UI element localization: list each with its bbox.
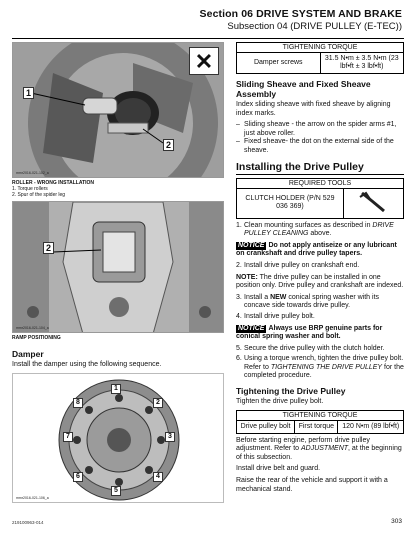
torque-step: First torque bbox=[295, 420, 338, 433]
torque-value: 120 N•m (89 lbf•ft) bbox=[338, 420, 404, 433]
page-number: 303 bbox=[391, 518, 402, 525]
torque-label: Damper screws bbox=[237, 53, 321, 74]
damper-callout-1: 1 bbox=[111, 384, 121, 394]
install-steps bbox=[236, 222, 404, 239]
wrong-install-x-icon: ✕ bbox=[189, 47, 219, 75]
step-text: for the completed procedure. bbox=[244, 363, 404, 380]
damper-callout-2: 2 bbox=[153, 398, 163, 408]
sliding-sheave-heading: Sliding Sheave and Fixed Sheave Assembly bbox=[236, 79, 371, 99]
pulley-torque-table bbox=[236, 410, 404, 434]
step-text: Using a torque wrench, tighten the drive pulley bolt. Refer to bbox=[244, 355, 404, 371]
list-item bbox=[236, 355, 404, 381]
clutch-holder-icon bbox=[358, 191, 388, 213]
step-number: 2. bbox=[236, 261, 242, 269]
sliding-intro: Index sliding sheave with fixed sheave by aligning index marks. bbox=[236, 101, 391, 117]
damper-photo bbox=[12, 373, 224, 503]
roller-figure-id: mmr2016-021-102_a bbox=[16, 171, 49, 175]
install-steps-4 bbox=[236, 345, 404, 381]
list-item bbox=[236, 222, 404, 239]
tool-image bbox=[343, 188, 403, 218]
damper-text: Install the damper using the following sequence. bbox=[12, 361, 162, 368]
section-title: Section 06 DRIVE SYSTEM AND BRAKE bbox=[199, 8, 402, 20]
damper-heading: Damper bbox=[12, 349, 44, 359]
closing-text: Before starting engine, perform drive pulley adjustment. Refer to bbox=[236, 436, 370, 453]
tightening-intro: Tighten the drive pulley bolt. bbox=[236, 398, 324, 406]
list-item bbox=[236, 262, 404, 271]
list-item bbox=[236, 345, 404, 354]
step-text: above. bbox=[308, 230, 332, 238]
closing-paragraph bbox=[236, 437, 404, 463]
closing-text: , at the beginning of this subsection. bbox=[236, 445, 402, 461]
install-steps-2 bbox=[236, 262, 404, 271]
step-reference: DRIVE PULLEY CLEANING bbox=[244, 221, 394, 238]
damper-torque-table bbox=[236, 42, 404, 74]
note-label: NOTE: bbox=[236, 273, 258, 281]
sliding-list bbox=[236, 121, 404, 155]
damper-callout-7: 7 bbox=[63, 432, 73, 442]
step-text: Install drive pulley on crankshaft end. bbox=[244, 261, 360, 269]
notice-text: Do not apply antiseize or any lubricant on crankshaft and drive pulley tapers. bbox=[236, 241, 397, 258]
install-note bbox=[236, 274, 404, 291]
ramp-illustration bbox=[13, 202, 224, 333]
required-tools-table bbox=[236, 178, 404, 219]
new-emphasis: NEW bbox=[270, 293, 287, 301]
damper-callout-4: 4 bbox=[153, 472, 163, 482]
step-number: 3. bbox=[236, 293, 242, 301]
step-number: 1. bbox=[236, 221, 242, 229]
installing-heading: Installing the Drive Pulley bbox=[236, 161, 404, 175]
list-item: – Fixed sheave- the dot on the external side of the sheave. bbox=[244, 138, 404, 155]
left-column bbox=[12, 42, 224, 503]
ramp-callout-2: 2 bbox=[43, 242, 54, 254]
torque-value: 31.5 N•m ± 3.5 N•m (23 lbf•ft ± 3 lbf•ft) bbox=[320, 53, 404, 74]
step-number: 6. bbox=[236, 355, 242, 363]
tool-name: CLUTCH HOLDER (P/N 529 036 369) bbox=[237, 188, 344, 218]
ramp-photo bbox=[12, 201, 224, 333]
roller-photo bbox=[12, 42, 224, 178]
closing-belt: Install drive belt and guard. bbox=[236, 465, 321, 473]
step-text: Secure the drive pulley with the clutch holder. bbox=[244, 344, 385, 352]
step-text: Clean mounting surfaces as described in bbox=[244, 221, 373, 229]
tools-header: REQUIRED TOOLS bbox=[237, 178, 404, 188]
step-text: Install drive pulley bolt. bbox=[244, 312, 315, 320]
torque-label: Drive pulley bolt bbox=[237, 420, 295, 433]
roller-callout-1: 1 bbox=[23, 87, 34, 99]
subsection-title: Subsection 04 (DRIVE PULLEY (E-TEC)) bbox=[227, 21, 402, 32]
tightening-heading: Tightening the Drive Pulley bbox=[236, 386, 346, 397]
page-header bbox=[200, 8, 402, 32]
list-item: – Sliding sheave - the arrow on the spider arms #1, just above roller. bbox=[244, 121, 404, 138]
notice-label: NOTICE bbox=[238, 324, 265, 332]
step-number: 4. bbox=[236, 312, 242, 320]
ramp-figure-id: mmr2016-021-104_a bbox=[16, 326, 49, 330]
notice-text: Always use BRP genuine parts for conical spring washer and bolt. bbox=[236, 324, 383, 341]
torque-table-header: TIGHTENING TORQUE bbox=[237, 410, 404, 420]
torque-table-header: TIGHTENING TORQUE bbox=[237, 43, 404, 53]
header-rule bbox=[12, 38, 404, 39]
step-number: 5. bbox=[236, 344, 242, 352]
right-column bbox=[236, 42, 404, 497]
roller-caption-item: 1. Torque rollers bbox=[12, 186, 48, 192]
list-item bbox=[236, 313, 404, 322]
damper-callout-3: 3 bbox=[165, 432, 175, 442]
closing-raise: Raise the rear of the vehicle and support it with a mechanical stand. bbox=[236, 477, 388, 493]
damper-callout-5: 5 bbox=[111, 486, 121, 496]
list-item bbox=[236, 294, 404, 311]
install-steps-3 bbox=[236, 294, 404, 322]
footer-doc-id: 219100963-014 bbox=[12, 520, 44, 525]
step-text: Install a bbox=[244, 293, 271, 301]
notice-genuine bbox=[236, 325, 404, 342]
damper-callout-6: 6 bbox=[73, 472, 83, 482]
roller-caption-title: ROLLER - WRONG INSTALLATION bbox=[12, 180, 95, 186]
step-reference: TIGHTENING THE DRIVE PULLEY bbox=[270, 363, 383, 371]
roller-callout-2: 2 bbox=[163, 139, 174, 151]
damper-callout-8: 8 bbox=[73, 398, 83, 408]
note-text: The drive pulley can be installed in one position only. Drive pulley and crankshaft are indexed. bbox=[236, 273, 404, 290]
closing-reference: ADJUSTMENT bbox=[300, 445, 349, 453]
step-text: conical spring washer with its concave side towards drive pulley. bbox=[244, 293, 380, 310]
roller-caption-item: 2. Spur of the spider leg bbox=[12, 192, 66, 198]
damper-figure-id: mmr2016-021-106_a bbox=[16, 495, 49, 500]
notice-antiseize bbox=[236, 242, 404, 259]
notice-label: NOTICE bbox=[238, 241, 265, 249]
ramp-caption-title: RAMP POSITIONING bbox=[12, 335, 61, 341]
